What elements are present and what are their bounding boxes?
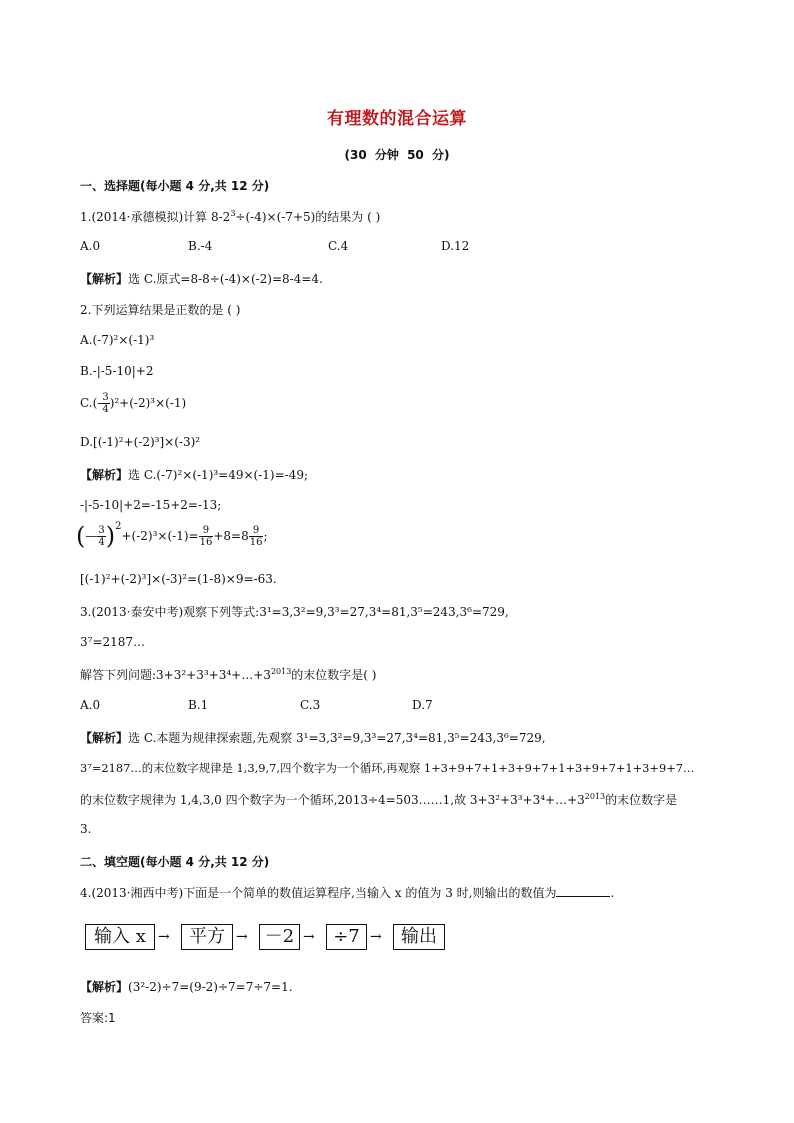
flow-arrow-1: → [158,929,170,945]
q1-option-c: C.4 [328,239,349,253]
q1-option-d: D.12 [441,239,470,253]
question-1-stem: 1.(2014·承德模拟)计算 $8-2^3\div(-4)\times(-7+5)$的结果为 ( ) [80,209,381,224]
q2-option-d: D.[(-1)²+(-2)³]×(-3)² [80,435,201,449]
flow-arrow-3: → [303,929,315,945]
flow-box-output: 输出 [393,924,445,950]
fraction-three-quarters: $\frac{3}{4}$ [102,392,109,415]
q3-option-d: D.7 [412,698,433,712]
time-score-subtitle: (30 分钟 50 分) [344,148,450,162]
section-heading-fill: 二、填空题(每小题 4 分,共 12 分) [80,855,270,869]
q1-option-a: A.0 [80,239,101,253]
q2-analysis-line-2: -|-5-10|+2=-15+2=-13; [80,498,222,512]
q3-analysis-line-4: 3. [80,822,92,836]
q2-option-c: C.(- $\frac{3}{4}$ )²+(-2)³×(-1) [80,392,187,415]
flow-box-divide-seven: ÷7 [326,924,367,950]
flow-box-square: 平方 [181,924,233,950]
q2-option-a: A.(-7)²×(-1)³ [80,333,155,347]
question-3-stem-line-3: 解答下列问题$:3+3^2+3^3+3^4+\dots+3^{2013}$的末位数字是( ) [80,667,377,682]
q2-analysis-line-4: [(-1)²+(-2)³]×(-3)²=(1-8)×9=-63. [80,572,277,586]
q3-analysis-line-2: 3⁷=2187…的末位数字规律是 1,3,9,7,四个数字为一个循环,再观察 1+3+9+7+1+3+9+7+1+3+9+7+1+3+9+7… [80,761,695,775]
flow-arrow-2: → [236,929,248,945]
q2-analysis-line-3: (— $\frac{3}{4}$ )$^2$+(-2)³×(-1)= $\frac{9}{16}$ +8=8 $\frac{9}{16}$ ; [76,520,268,550]
q4-answer: 答案:1 [80,1011,116,1025]
q4-analysis: 【解析】(3²-2)÷7=(9-2)÷7=7÷7=1. [80,980,293,994]
flow-arrow-4: → [370,929,382,945]
question-3-stem-line-1: 3.(2013·泰安中考)观察下列等式:3¹=3,3²=9,3³=27,3⁴=81,3⁵=243,3⁶=729, [80,605,509,619]
question-4-stem: 4.(2013·湘西中考)下面是一个简单的数值运算程序,当输入 x 的值为 3 时,则输出的数值为 . [80,886,615,900]
question-2-stem: 2.下列运算结果是正数的是 ( ) [80,303,241,317]
question-3-stem-line-2: 3⁷=2187… [80,635,146,649]
q2-analysis-line-1: 【解析】选 C.(-7)²×(-1)³=49×(-1)=-49; [80,468,309,482]
q1-option-b: B.-4 [188,239,213,253]
q3-analysis-line-3: 的末位数字规律为 1,4,3,0 四个数字为一个循环,2013÷4=503……1,故 $3+3^2+3^3+3^4+\dots+3^{2013}$的末位数字是 [80,792,678,807]
q3-analysis-line-1: 【解析】选 C.本题为规律探索题,先观察 3¹=3,3²=9,3³=27,3⁴=81,3⁵=243,3⁶=729, [80,731,546,745]
q1-analysis: 【解析】选 C.原式=8-8÷(-4)×(-2)=8-4=4. [80,272,323,286]
q2-option-b: B.-|-5-10|+2 [80,364,154,378]
q3-option-b: B.1 [188,698,209,712]
section-heading-choice: 一、选择题(每小题 4 分,共 12 分) [80,179,270,193]
answer-blank [556,885,610,897]
flow-box-minus-two: －2 [259,924,300,950]
q3-option-a: A.0 [80,698,101,712]
q3-option-c: C.3 [300,698,321,712]
page-title: 有理数的混合运算 [327,109,467,129]
flow-box-input: 输入 x [85,924,155,950]
